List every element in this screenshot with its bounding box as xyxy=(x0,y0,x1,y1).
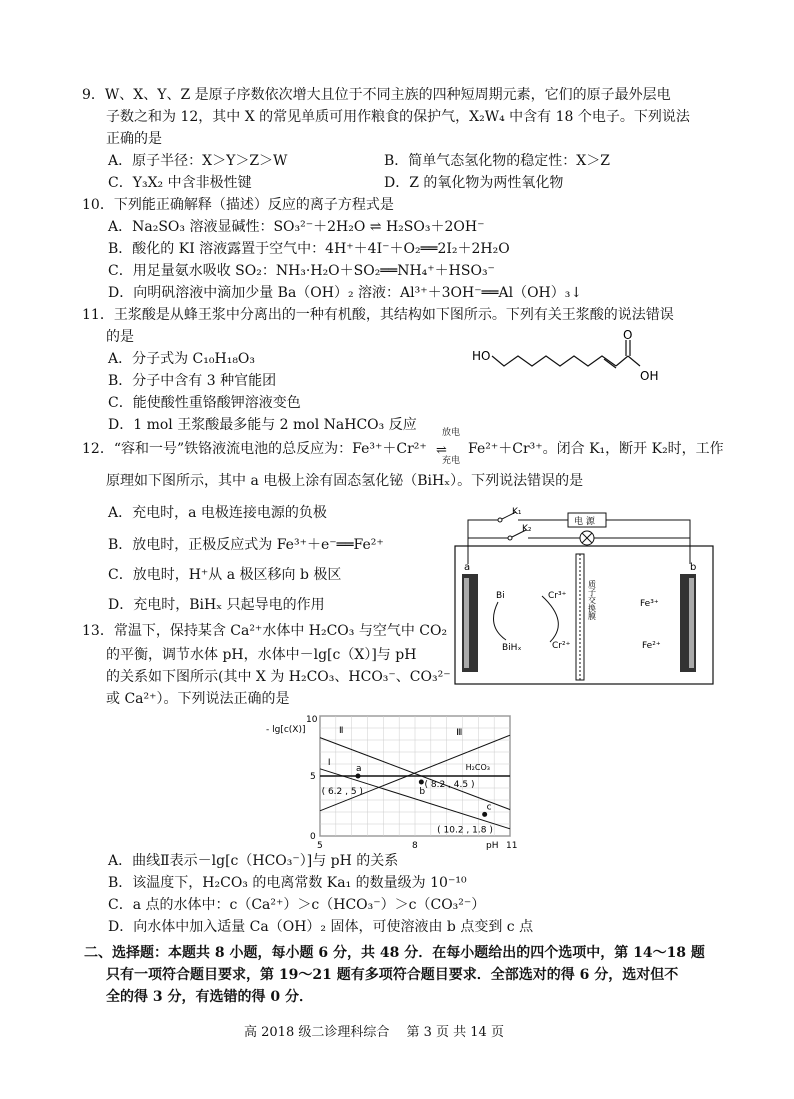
double-bond xyxy=(604,359,616,368)
q12-line1b: Fe²⁺＋Cr³⁺。闭合 K₁，断开 K₂时，工作 xyxy=(468,441,724,457)
x-tick-5: 5 xyxy=(317,841,323,850)
point-a-coords: ( 6.2 , 5 ) xyxy=(321,787,363,797)
q9-line1: 9．W、X、Y、Z 是原子序数依次增大且位于不同主族的四种短周期元素，它们的原子最外层电 xyxy=(82,87,671,103)
arrow-discharge-label: 放电 xyxy=(442,428,461,438)
structure-o-label: O xyxy=(623,330,633,342)
q10-option-a: A．Na₂SO₃ 溶液显碱性：SO₃²⁻＋2H₂O ⇌ H₂SO₃＋2OH⁻ xyxy=(108,219,485,235)
q13-option-d: D．向水体中加入适量 Ca（OH）₂ 固体，可使溶液由 b 点变到 c 点 xyxy=(108,919,534,935)
q13-option-c: C．a 点的水体中：c（Ca²⁺）＞c（HCO₃⁻）＞c（CO₃²⁻） xyxy=(108,897,486,913)
structure-ho-label: HO xyxy=(472,349,491,363)
q12-line1a: 12．“容和一号”铁铬液流电池的总反应为：Fe³⁺＋Cr²⁺ xyxy=(82,441,427,457)
cr2-label: Cr²⁺ xyxy=(552,641,571,651)
q13-option-a: A．曲线Ⅱ表示－lg[c（HCO₃⁻）]与 pH 的关系 xyxy=(108,853,399,869)
q10-line1: 10．下列能正确解释（描述）反应的离子方程式是 xyxy=(82,197,394,213)
x-tick-11: 11 xyxy=(506,841,518,850)
q12-option-a: A．充电时，a 电极连接电源的负极 xyxy=(108,505,327,521)
q13-option-b: B．该温度下，H₂CO₃ 的电离常数 Ka₁ 的数量级为 10⁻¹⁰ xyxy=(108,875,467,891)
hydroxyl-bond xyxy=(628,356,640,366)
y-tick-0: 0 xyxy=(310,832,316,842)
section2-line2: 只有一项符合题目要求，第 19～21 题有多项符合题目要求．全部选对的得 6 分，选对但不 xyxy=(106,967,679,983)
data-point-a xyxy=(356,774,361,779)
k2-label: K₂ xyxy=(522,524,532,534)
carbon-chain xyxy=(492,356,616,366)
arrow-charge-label: 充电 xyxy=(442,456,461,466)
series-label-h2co3: H₂CO₃ xyxy=(465,763,490,772)
series-label-iii: Ⅲ xyxy=(456,728,463,739)
arrow-bi-bihx xyxy=(494,602,507,640)
q9-line3: 正确的是 xyxy=(106,131,162,147)
q11-option-a: A．分子式为 C₁₀H₁₈O₃ xyxy=(108,351,256,367)
proton-exchange-membrane xyxy=(576,554,584,680)
point-c-coords: ( 10.2 , 1.8 ) xyxy=(437,825,493,836)
q11-option-d: D．1 mol 王浆酸最多能与 2 mol NaHCO₃ 反应 xyxy=(108,417,417,433)
q9-option-d: D．Z 的氧化物为两性氧化物 xyxy=(384,175,564,191)
point-a-label: a xyxy=(356,764,362,774)
q9-option-c: C．Y₃X₂ 中含非极性键 xyxy=(108,175,252,191)
q13-line1: 13．常温下，保持某含 Ca²⁺水体中 H₂CO₃ 与空气中 CO₂ xyxy=(82,623,448,639)
q12-option-c: C．放电时，H⁺从 a 极区移向 b 极区 xyxy=(108,567,342,583)
section2-line1: 二、选择题：本题共 8 小题，每小题 6 分，共 48 分．在每小题给出的四个选项中，第 14～18 题 xyxy=(84,945,705,961)
carboxyl-c-bond xyxy=(616,356,628,366)
x-axis-label: pH xyxy=(486,841,499,850)
q12-option-d: D．充电时，BiHₓ 只起导电的作用 xyxy=(108,597,325,613)
series-label-ii: Ⅱ xyxy=(339,725,344,736)
point-c-label: c xyxy=(486,802,492,813)
fe3-label: Fe³⁺ xyxy=(640,599,659,609)
q9-option-a: A．原子半径：X＞Y＞Z＞W xyxy=(108,153,288,169)
wire-power-right xyxy=(606,520,690,564)
wire-left-top xyxy=(468,520,500,564)
y-tick-5: 5 xyxy=(310,772,316,782)
battery-diagram xyxy=(450,498,720,686)
q12-line2: 原理如下图所示，其中 a 电极上涂有固态氢化铋（BiHₓ）。下列说法错误的是 xyxy=(106,473,584,489)
reversible-arrow: ⇌ xyxy=(436,443,447,458)
x-tick-8: 8 xyxy=(412,841,418,850)
electrode-b-label: b xyxy=(690,562,697,573)
bi-label: Bi xyxy=(496,591,505,601)
data-point-b xyxy=(419,780,424,785)
q13-line2: 的平衡，调节水体 pH，水体中－lg[c（X）]与 pH xyxy=(106,647,417,663)
q9-option-b: B．简单气态氢化物的稳定性：X＞Z xyxy=(384,153,610,169)
fe2-label: Fe²⁺ xyxy=(642,641,661,651)
y-axis-label: - lg[c(X)] xyxy=(266,725,306,735)
switch-k2-pivot xyxy=(508,536,512,540)
q10-option-d: D．向明矾溶液中滴加少量 Ba（OH）₂ 溶液：Al³⁺＋3OH⁻══Al（OH）₃↓ xyxy=(108,285,583,301)
structure-oh-label: OH xyxy=(640,369,659,383)
q11-line2: 的是 xyxy=(106,329,134,345)
q10-option-c: C．用足量氨水吸收 SO₂：NH₃·H₂O＋SO₂══NH₄⁺＋HSO₃⁻ xyxy=(108,263,495,279)
electrode-b-highlight xyxy=(689,578,694,668)
point-b-coords: ( 8.2 , 4.5 ) xyxy=(424,779,475,790)
page-footer: 高 2018 级二诊理科综合 第 3 页 共 14 页 xyxy=(244,1025,504,1040)
q11-option-b: B．分子中含有 3 种官能团 xyxy=(108,373,277,389)
section2-line3: 全的得 3 分，有选错的得 0 分． xyxy=(106,989,313,1005)
cr3-label: Cr³⁺ xyxy=(548,591,567,601)
q12-option-b: B．放电时，正极反应式为 Fe³⁺＋e⁻══Fe²⁺ xyxy=(108,537,384,553)
switch-k1-pivot xyxy=(498,518,502,522)
q10-option-b: B．酸化的 KI 溶液露置于空气中：4H⁺＋4I⁻＋O₂══2I₂＋2H₂O xyxy=(108,241,510,257)
series-label-i: Ⅰ xyxy=(327,758,331,769)
q13-line4: 或 Ca²⁺）。下列说法正确的是 xyxy=(106,691,290,707)
q11-line1: 11．王浆酸是从蜂王浆中分离出的一种有机酸，其结构如下图所示。下列有关王浆酸的说法错误 xyxy=(82,307,674,323)
k1-label: K₁ xyxy=(512,507,522,517)
q11-option-c: C．能使酸性重铬酸钾溶液变色 xyxy=(108,395,301,411)
point-b-label: b xyxy=(419,787,426,797)
electrode-a-label: a xyxy=(464,562,471,573)
electrode-a-highlight xyxy=(464,578,469,668)
membrane-label: 质子交换膜 xyxy=(587,580,597,620)
lg-ph-chart xyxy=(266,708,526,850)
arrow-cr3-cr2 xyxy=(542,596,558,642)
q9-line2: 子数之和为 12，其中 X 的常见单质可用作粮食的保护气，X₂W₄ 中含有 18 个电子。下列说法 xyxy=(106,109,690,125)
power-source-label: 电 源 xyxy=(574,517,595,527)
royal-jelly-acid-structure xyxy=(470,330,700,390)
q13-line3: 的关系如下图所示(其中 X 为 H₂CO₃、HCO₃⁻、CO₃²⁻ xyxy=(106,669,451,685)
bihx-label: BiHₓ xyxy=(502,643,522,653)
y-tick-10: 10 xyxy=(306,715,318,725)
data-point-c xyxy=(482,812,487,817)
